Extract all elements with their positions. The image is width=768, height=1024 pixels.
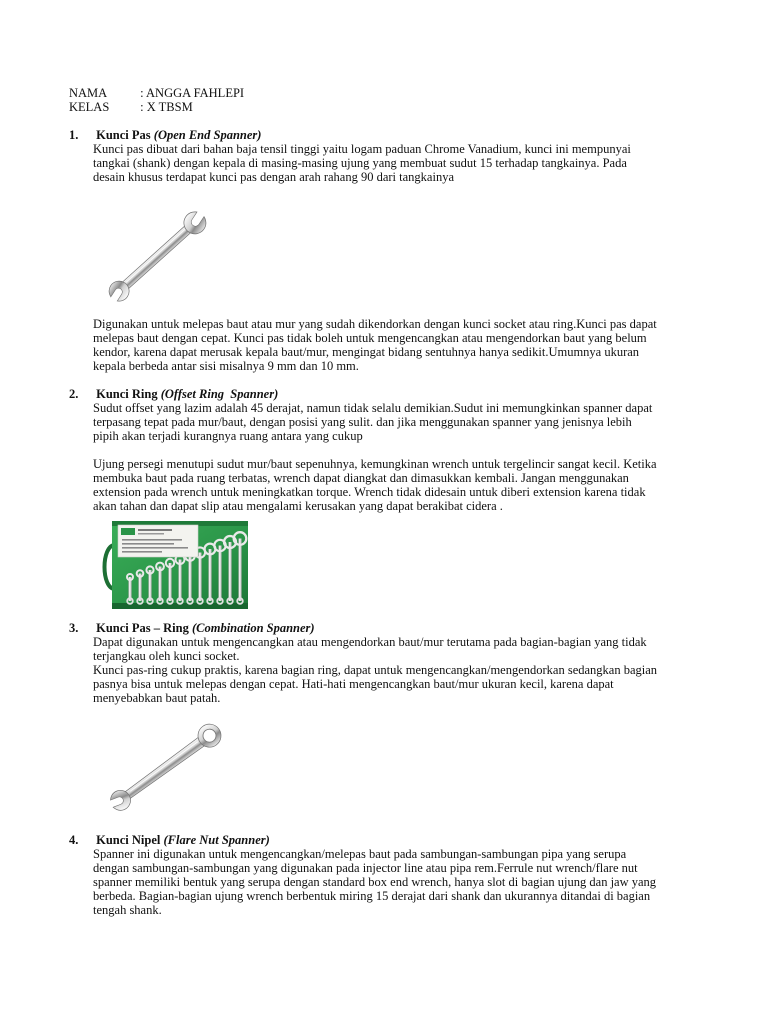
section-1-paragraph-1 (93, 142, 631, 184)
section-number: 3. (69, 621, 79, 635)
student-info (69, 86, 244, 114)
section-3-heading (69, 621, 315, 635)
text-line: Sudut offset yang lazim adalah 45 derajat, namun tidak selalu demikian.Sudut ini memungkinkan spanner dapat (93, 401, 653, 415)
text-line: kepala berbeda antar sisi misalnya 9 mm dan 10 mm. (93, 359, 359, 373)
text-line: pipih akan terjadi kurangnya ruang antara yang cukup (93, 429, 363, 443)
text-line: terpasang tepat pada mur/baut, dengan posisi yang sulit. dan jika menggunakan spanner yang jenisnya lebih (93, 415, 632, 429)
text-line: pasnya bisa untuk melepas dengan cepat. Hati-hati mengencangkan baut/mur ukuran kecil, karena dapat (93, 677, 614, 691)
text-line: Ujung persegi menutupi sudut mur/baut sepenuhnya, kemungkinan wrench untuk tergelincir sangat kecil. Ketika (93, 457, 657, 471)
text-line: melepas baut dengan cepat. Kunci pas tidak boleh untuk mengencangkan atau mengendorkan baut yang belum (93, 331, 647, 345)
combination-spanner (101, 718, 226, 819)
text-line: Kunci pas-ring cukup praktis, karena bagian ring, dapat untuk mengencangkan/mengendorkan sedangkan bagian (93, 663, 658, 677)
section-subtitle: (Flare Nut Spanner) (163, 833, 270, 847)
open-end-spanner-image (100, 198, 216, 306)
class-value: : X TBSM (140, 100, 193, 114)
text-line: akan tahan dan dapat slip atau mengalami kerusakan yang dapat berakibat cidera . (93, 499, 503, 513)
section-3-paragraph-2 (93, 663, 657, 705)
name-row (69, 86, 244, 100)
section-1-heading (69, 128, 261, 142)
text-line: berbeda. Bagian-bagian ujung wrench berbentuk miring 15 derajat dari shank dan ukurannya ditandai di bagian (93, 889, 651, 903)
section-title: Kunci Nipel (96, 833, 161, 847)
section-3-paragraph-1 (93, 635, 647, 663)
ring-spanner-set-image (100, 517, 250, 613)
section-number: 2. (69, 387, 79, 401)
section-4-paragraph-1 (93, 847, 656, 917)
section-number: 1. (69, 128, 79, 142)
section-subtitle: (Open End Spanner) (153, 128, 262, 142)
text-line: spanner memiliki bentuk yang serupa dengan standard box end wrench, hanya slot di bagian ujung dan jaw yang (93, 875, 657, 889)
text-line: menyebabkan baut patah. (93, 691, 221, 705)
text-line: terjangkau oleh kunci socket. (93, 649, 240, 663)
section-title: Kunci Ring (96, 387, 158, 401)
section-4-heading (69, 833, 270, 847)
combination-spanner-image (100, 712, 230, 822)
open-end-spanner-drawing (100, 198, 216, 306)
open-end-spanner (100, 202, 216, 306)
pouch-label (118, 525, 198, 557)
text-line: Spanner ini digunakan untuk mengencangkan/melepas baut pada sambungan-sambungan pipa yang serupa (93, 847, 627, 861)
text-line: Digunakan untuk melepas baut atau mur yang sudah dikendorkan dengan kunci socket atau ring.Kunci pas dapat (93, 317, 657, 331)
section-subtitle: (Combination Spanner) (191, 621, 315, 635)
text-line: dengan sambungan-sambungan yang digunakan pada injector line atau pipa rem.Ferrule nut wrench/flare nut (93, 861, 638, 875)
section-2-paragraph-2 (93, 457, 657, 513)
ring-spanner-set-drawing (100, 517, 250, 613)
name-value: : ANGGA FAHLEPI (140, 86, 245, 100)
section-title: Kunci Pas – Ring (96, 621, 189, 635)
text-line: Dapat digunakan untuk mengencangkan atau mengendorkan baut/mur terutama pada bagian-bagian yang tidak (93, 635, 647, 649)
section-1-paragraph-2 (93, 317, 657, 373)
text-line: tengah shank. (93, 903, 162, 917)
text-line: membuka baut pada ruang terbatas, wrench dapat diangkat dan dimasukkan kembali. Jangan menggunakan (93, 471, 629, 485)
text-line: kendor, karena dapat merusak kepala baut/mur, mengingat bidang sentuhnya hanya sedikit.Umumnya ukuran (93, 345, 640, 359)
section-2-paragraph-1 (93, 401, 652, 443)
combination-spanner-drawing (100, 712, 230, 822)
section-title: Kunci Pas (96, 128, 151, 142)
text-line: Kunci pas dibuat dari bahan baja tensil tinggi yaitu logam paduan Chrome Vanadium, kunci ini mempunyai (93, 142, 631, 156)
text-line: extension pada wrench untuk meningkatkan torque. Wrench tidak didesain untuk diberi extension karena tidak (93, 485, 646, 499)
text-line: desain khusus terdapat kunci pas dengan arah rahang 90 dari tangkainya (93, 170, 454, 184)
section-2-heading (69, 387, 278, 401)
text-line: tangkai (shank) dengan kepala di masing-masing ujung yang membuat sudut 15 terhadap tangkainya. Pada (93, 156, 627, 170)
section-subtitle: (Offset Ring Spanner) (160, 387, 279, 401)
class-row (69, 100, 244, 114)
section-number: 4. (69, 833, 79, 847)
class-label: KELAS (69, 100, 110, 114)
name-label: NAMA (69, 86, 108, 100)
